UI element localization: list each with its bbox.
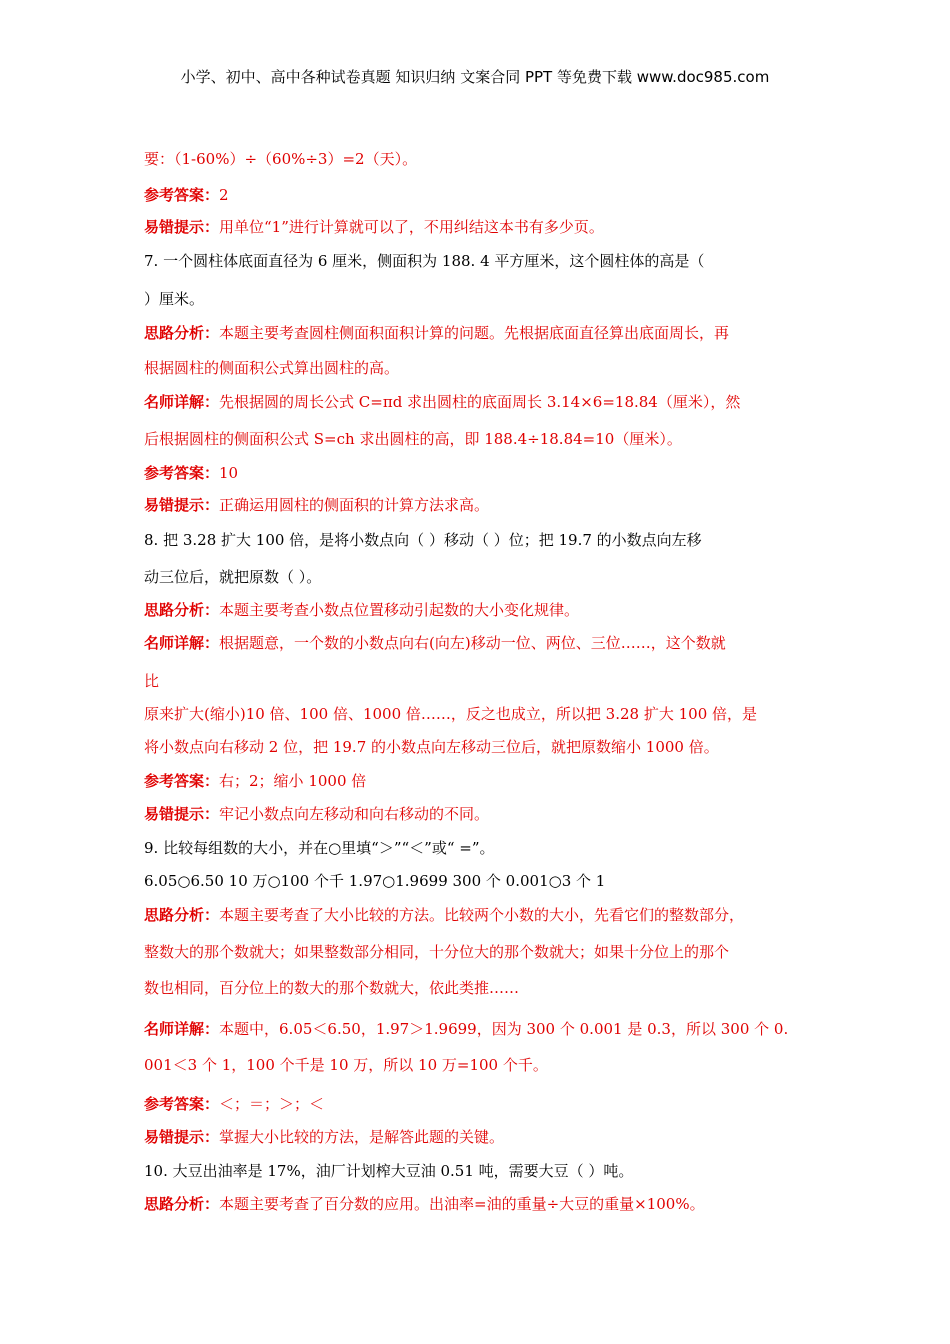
text-line [144, 529, 702, 550]
text-line [144, 670, 159, 691]
line-label: 易错提示： [144, 1128, 220, 1146]
line-label: 参考答案： [144, 1095, 220, 1113]
line-label: 名师详解： [144, 393, 220, 411]
text-line [144, 1093, 324, 1114]
text-line [144, 977, 519, 998]
line-label: 思路分析： [144, 906, 220, 924]
line-label: 名师详解： [144, 1020, 220, 1038]
text-line [144, 322, 729, 343]
line-text: 整数大的那个数就大；如果整数部分相同，十分位大的那个数就大；如果十分位上的那个 [144, 943, 730, 961]
line-text: 8. 把 3.28 扩大 100 倍，是将小数点向（ ）移动（ ）位；把 19.7 的小数点向左移 [144, 531, 702, 549]
text-line [144, 1193, 705, 1214]
line-text: 2 [219, 186, 229, 204]
text-line [144, 494, 489, 515]
text-line [144, 599, 579, 620]
line-text: 先根据圆的周长公式 C=πd 求出圆柱的底面周长 3.14×6=18.84（厘米），然 [219, 393, 741, 411]
line-text: 正确运用圆柱的侧面积的计算方法求高。 [219, 496, 490, 514]
line-text: 9. 比较每组数的大小，并在○里填“＞”“＜”或“ =”。 [144, 839, 495, 857]
line-text: 10. 大豆出油率是 17%，油厂计划榨大豆油 0.51 吨，需要大豆（ ）吨。 [144, 1162, 634, 1180]
text-line [144, 703, 757, 724]
text-line [144, 1018, 788, 1039]
line-text: 本题主要考查小数点位置移动引起数的大小变化规律。 [219, 601, 580, 619]
line-text: 掌握大小比较的方法，是解答此题的关键。 [219, 1128, 505, 1146]
line-text: 比 [144, 672, 160, 690]
text-line [144, 148, 417, 169]
line-text: 根据题意，一个数的小数点向右(向左)移动一位、两位、三位……，这个数就 [219, 634, 726, 652]
text-line [144, 428, 682, 449]
text-line [144, 184, 229, 205]
line-text: 右；2；缩小 1000 倍 [219, 772, 367, 790]
line-label: 思路分析： [144, 601, 220, 619]
text-line [144, 770, 366, 791]
text-line [144, 736, 719, 757]
line-label: 易错提示： [144, 496, 220, 514]
line-label: 参考答案： [144, 186, 220, 204]
line-text: 用单位“1”进行计算就可以了，不用纠结这本书有多少页。 [219, 218, 604, 236]
line-label: 思路分析： [144, 1195, 220, 1213]
line-text: 7. 一个圆柱体底面直径为 6 厘米，侧面积为 188. 4 平方厘米，这个圆柱体的高是（ [144, 252, 705, 270]
text-line [144, 837, 495, 858]
line-text: 原来扩大(缩小)10 倍、100 倍、1000 倍……，反之也成立，所以把 3.28 扩大 100 倍，是 [144, 705, 758, 723]
line-text: ）厘米。 [144, 290, 205, 308]
text-line [144, 288, 204, 309]
text-line [144, 566, 321, 587]
line-text: 6.05○6.50 10 万○100 个千 1.97○1.9699 300 个 0.001○3 个 1 [144, 872, 606, 890]
text-line [144, 250, 704, 271]
text-line [144, 462, 238, 483]
text-line [144, 941, 729, 962]
text-line [144, 357, 399, 378]
line-text: 根据圆柱的侧面积公式算出圆柱的高。 [144, 359, 400, 377]
line-text: ＜；＝；＞；＜ [219, 1095, 325, 1113]
line-label: 易错提示： [144, 218, 220, 236]
line-text: 牢记小数点向左移动和向右移动的不同。 [219, 805, 490, 823]
line-text: 001＜3 个 1，100 个千是 10 万，所以 10 万=100 个千。 [144, 1056, 548, 1074]
line-text: 动三位后，就把原数（ ）。 [144, 568, 322, 586]
line-text: 将小数点向右移动 2 位，把 19.7 的小数点向左移动三位后，就把原数缩小 1000 倍。 [144, 738, 719, 756]
line-text: 本题中，6.05＜6.50，1.97＞1.9699，因为 300 个 0.001 是 0.3，所以 300 个 0. [219, 1020, 789, 1038]
line-text: 数也相同，百分位上的数大的那个数就大，依此类推…… [144, 979, 520, 997]
text-line [144, 1126, 504, 1147]
line-label: 名师详解： [144, 634, 220, 652]
line-label: 易错提示： [144, 805, 220, 823]
text-line [144, 803, 489, 824]
text-line [144, 632, 726, 653]
line-text: 本题主要考查了大小比较的方法。比较两个小数的大小，先看它们的整数部分， [219, 906, 745, 924]
line-text: 本题主要考查了百分数的应用。出油率=油的重量÷大豆的重量×100%。 [219, 1195, 705, 1213]
line-label: 参考答案： [144, 772, 220, 790]
text-line [144, 870, 605, 891]
line-text: 本题主要考查圆柱侧面积面积计算的问题。先根据底面直径算出底面周长，再 [219, 324, 730, 342]
line-label: 思路分析： [144, 324, 220, 342]
text-line [144, 1160, 633, 1181]
line-text: 要：（1-60%）÷（60%÷3）=2（天）。 [144, 150, 418, 168]
line-text: 后根据圆柱的侧面积公式 S=ch 求出圆柱的高，即 188.4÷18.84=10（厘米）。 [144, 430, 682, 448]
page-header: 小学、初中、高中各种试卷真题 知识归纳 文案合同 PPT 等免费下载 www.doc985.com [180, 68, 770, 86]
line-text: 10 [219, 464, 239, 482]
text-line [144, 391, 740, 412]
line-label: 参考答案： [144, 464, 220, 482]
text-line [144, 1054, 548, 1075]
text-line [144, 904, 744, 925]
text-line [144, 216, 604, 237]
